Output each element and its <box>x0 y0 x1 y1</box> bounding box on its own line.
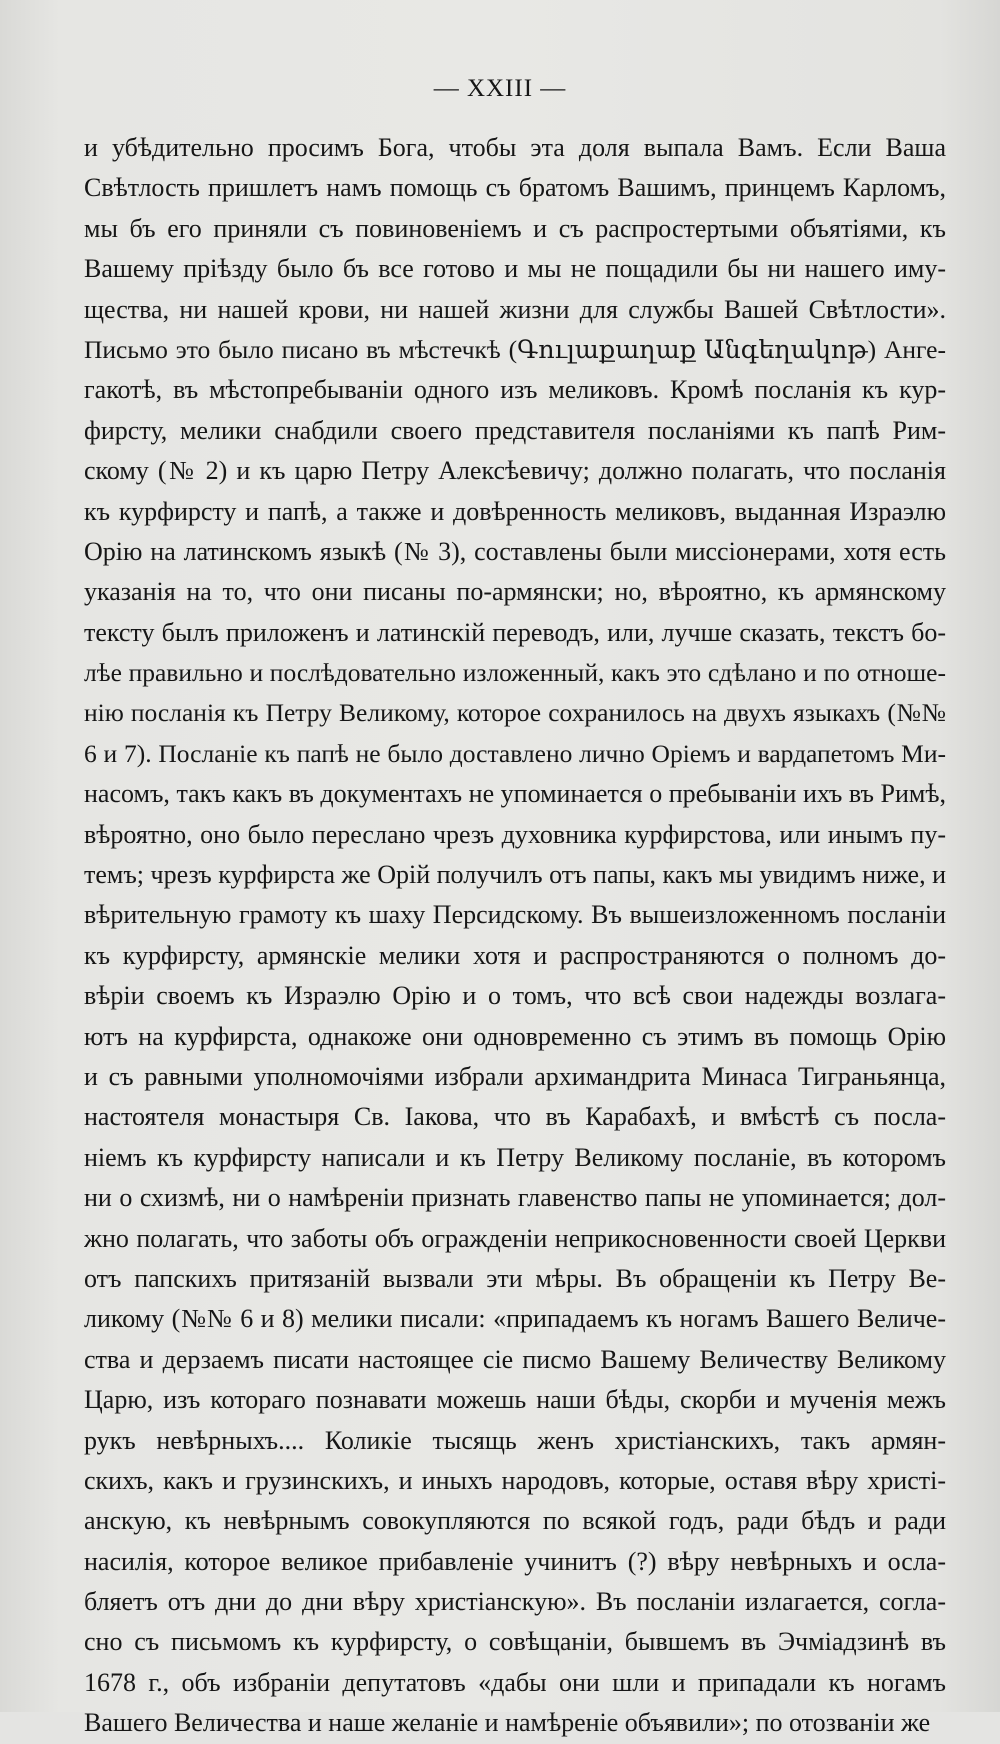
text-line: бляетъ отъ дни до дни вѣру христіанскую». Въ посланіи излагается, согла- <box>84 1587 946 1617</box>
text-line: насилія, которое великое прибавленіе учинитъ (?) вѣру невѣрныхъ и осла- <box>84 1546 946 1576</box>
text-line: Вашего Величества и наше желаніе и намѣреніе объявили»; по отозваніи же <box>84 1708 931 1738</box>
text-line: и съ равными уполномочіями избрали архимандрита Минаса Тиграньянца, <box>84 1061 946 1091</box>
text-line: ни о схизмѣ, ни о намѣреніи признать главенство папы не упоминается; дол- <box>84 1183 946 1213</box>
text-line: и убѣдительно просимъ Бога, чтобы эта доля выпала Вамъ. Если Ваша <box>84 133 946 162</box>
text-line: Свѣтлость пришлетъ намъ помощь съ братомъ Вашимъ, принцемъ Карломъ, <box>84 173 946 203</box>
text-line: рукъ невѣрныхъ.... Коликіе тысящь женъ христіанскихъ, такъ армян- <box>84 1425 946 1455</box>
text-line: ютъ на курфирста, однакоже они одновременно съ этимъ въ помощь Орію <box>84 1021 946 1051</box>
text-line: нію посланія къ Петру Великому, которое сохранилось на двухъ языкахъ (№№ <box>84 698 946 728</box>
text-line: Орію на латинскомъ языкѣ (№ 3), составлены были миссіонерами, хотя есть <box>84 536 946 566</box>
text-line: къ курфирсту, армянскіе мелики хотя и распространяются о полномъ до- <box>84 940 946 970</box>
text-line: скому (№ 2) и къ царю Петру Алексѣевичу; должно полагать, что посланія <box>84 456 946 486</box>
text-line: настоятеля монастыря Св. Іакова, что въ Карабахѣ, и вмѣстѣ съ посла- <box>84 1102 946 1132</box>
text-line: ства и дерзаемъ писати настоящее сіе писмо Вашему Величеству Великому <box>84 1344 946 1374</box>
text-line: вѣроятно, оно было переслано чрезъ духовника курфирстова, или инымъ пу- <box>84 819 946 849</box>
text-line: вѣріи своемъ къ Израэлю Орію и о томъ, что всѣ свои надежды возлага- <box>84 981 946 1011</box>
text-line: гакотѣ, въ мѣстопребываніи одного изъ меликовъ. Кромѣ посланія къ кур- <box>84 375 946 405</box>
text-line: анскую, къ невѣрнымъ совокупляются по всякой годъ, ради бѣдъ и ради <box>84 1506 946 1536</box>
page-number: — XXIII — <box>433 75 567 102</box>
text-line: Вашему пріѣзду было бъ все готово и мы не пощадили бы ни нашего иму- <box>84 254 946 284</box>
text-line: къ курфирсту и папѣ, а также и довѣренность меликовъ, выданная Израэлю <box>84 496 946 526</box>
text-line: вѣрительную грамоту къ шаху Персидскому. Въ вышеизложенномъ посланіи <box>84 900 946 930</box>
text-line: сно съ письмомъ къ курфирсту, о совѣщаніи, бывшемъ въ Эчміадзинѣ въ <box>84 1627 946 1657</box>
text-line: насомъ, такъ какъ въ документахъ не упоминается о пребываніи ихъ въ Римѣ, <box>84 779 946 809</box>
text-line: фирсту, мелики снабдили своего представителя посланіями къ папѣ Рим- <box>84 415 946 445</box>
text-line: отъ папскихъ притязаній вызвали эти мѣры. Въ обращеніи къ Петру Ве- <box>84 1263 946 1293</box>
text-line: скихъ, какъ и грузинскихъ, и иныхъ народовъ, которые, оставя вѣру христі- <box>84 1465 946 1495</box>
text-line: лѣе правильно и послѣдовательно изложенный, какъ это сдѣлано и по отноше- <box>84 658 946 688</box>
body-text <box>84 128 946 1744</box>
text-line: 6 и 7). Посланіе къ папѣ не было доставлено лично Оріемъ и вардапетомъ Ми- <box>84 738 946 768</box>
text-line: ликому (№№ 6 и 8) мелики писали: «припадаемъ къ ногамъ Вашего Величе- <box>84 1304 946 1334</box>
text-line: жно полагать, что заботы объ огражденіи неприкосновенности своей Церкви <box>84 1223 946 1253</box>
text-line: Письмо это было писано въ мѣстечкѣ (Գուլաքաղաք Անգեղակոթ) Анге- <box>84 334 946 364</box>
text-line: ніемъ къ курфирсту написали и къ Петру Великому посланіе, въ которомъ <box>84 1142 946 1172</box>
text-line: мы бъ его приняли съ повиновеніемъ и съ распростертыми объятіями, къ <box>84 213 946 243</box>
text-line: темъ; чрезъ курфирста же Орій получилъ отъ папы, какъ мы увидимъ ниже, и <box>84 860 946 890</box>
text-line: тексту былъ приложенъ и латинскій переводъ, или, лучше сказать, текстъ бо- <box>84 617 946 647</box>
text-line: указанія на то, что они писаны по-армянски; но, вѣроятно, къ армянскому <box>84 577 946 607</box>
text-line: щества, ни нашей крови, ни нашей жизни для службы Вашей Свѣтлости». <box>84 294 946 324</box>
text-line: Царю, изъ котораго познавати можешь наши бѣды, скорби и мученія межъ <box>84 1385 946 1415</box>
text-line: 1678 г., объ избраніи депутатовъ «дабы они шли и припадали къ ногамъ <box>84 1667 946 1697</box>
